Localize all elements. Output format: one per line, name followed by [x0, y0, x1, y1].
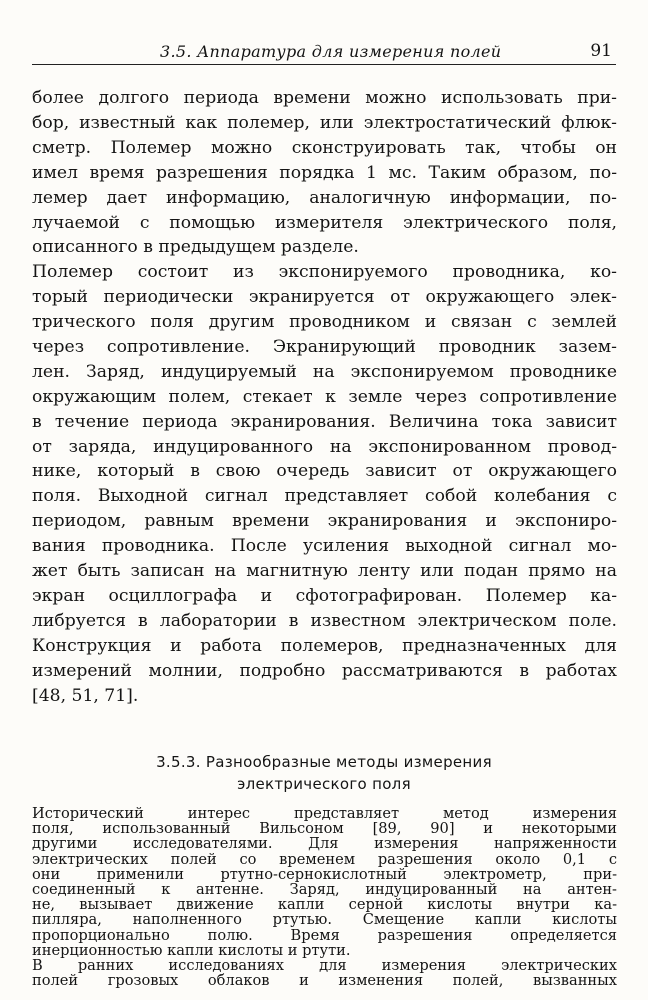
- text-line: либруется в лаборатории в известном электрическом поле.: [32, 611, 617, 631]
- text-line: окружающим полем, стекает к земле через сопротивление: [32, 387, 617, 407]
- text-line: жет быть записан на магнитную ленту или подан прямо на: [32, 561, 617, 581]
- text-line: лучаемой с помощью измерителя электрического поля,: [32, 213, 617, 233]
- text-line: не, вызывает движение капли серной кислоты внутри ка-: [32, 896, 617, 913]
- text-line: Исторический интерес представляет метод измерения: [32, 805, 617, 822]
- running-title: 3.5. Аппаратура для измерения полей: [160, 42, 502, 61]
- text-line: В ранних исследованиях для измерения электрических: [32, 957, 617, 974]
- text-line: другими исследователями. Для измерения напряженности: [32, 835, 617, 852]
- text-line: вания проводника. После усиления выходной сигнал мо-: [32, 536, 617, 556]
- text-line: более долгого периода времени можно использовать при-: [32, 88, 617, 108]
- text-line: в течение периода экранирования. Величина тока зависит: [32, 412, 617, 432]
- text-line: поля. Выходной сигнал представляет собой колебания с: [32, 486, 617, 506]
- text-line: торый периодически экранируется от окружающего элек-: [32, 287, 617, 307]
- text-line: пилляра, наполненного ртутью. Смещение капли кислоты: [32, 911, 617, 928]
- text-line: от заряда, индуцированного на экспонированном провод-: [32, 437, 617, 457]
- section-heading: 3.5.3. Разнообразные методы измерения: [156, 753, 492, 771]
- text-line: пропорционально полю. Время разрешения определяется: [32, 927, 617, 944]
- text-line: электрических полей со временем разрешения около 0,1 с: [32, 851, 617, 868]
- text-line: бор, известный как полемер, или электростатический флюк-: [32, 113, 617, 133]
- text-line: Конструкция и работа полемеров, предназначенных для: [32, 636, 617, 656]
- text-line: полей грозовых облаков и изменения полей, вызванных: [32, 972, 617, 989]
- text-line: Полемер состоит из экспонируемого проводника, ко-: [32, 262, 617, 282]
- text-line: экран осциллографа и сфотографирован. Полемер ка-: [32, 586, 617, 606]
- text-line: нике, который в свою очередь зависит от окружающего: [32, 461, 617, 481]
- text-line: инерционностью капли кислоты и ртути.: [32, 942, 351, 959]
- text-line: [48, 51, 71].: [32, 686, 139, 706]
- section-heading-continued: электрического поля: [237, 775, 411, 793]
- running-header: [32, 38, 616, 65]
- text-line: имел время разрешения порядка 1 мс. Таким образом, по-: [32, 163, 617, 183]
- text-line: лемер дает информацию, аналогичную информации, по-: [32, 188, 617, 208]
- text-line: лен. Заряд, индуцируемый на экспонируемом проводнике: [32, 362, 617, 382]
- text-line: через сопротивление. Экранирующий проводник зазем-: [32, 337, 617, 357]
- text-line: измерений молнии, подробно рассматриваются в работах: [32, 661, 617, 681]
- text-line: периодом, равным времени экранирования и экспониро-: [32, 511, 617, 531]
- text-line: соединенный к антенне. Заряд, индуцированный на антен-: [32, 881, 617, 898]
- text-line: сметр. Полемер можно сконструировать так, чтобы он: [32, 138, 617, 158]
- text-line: они применили ртутно-сернокислотный электрометр, при-: [32, 866, 617, 883]
- text-line: поля, использованный Вильсоном [89, 90] и некоторыми: [32, 820, 617, 837]
- text-line: трического поля другим проводником и связан с землей: [32, 312, 617, 332]
- page-number: 91: [590, 41, 612, 61]
- text-line: описанного в предыдущем разделе.: [32, 237, 359, 257]
